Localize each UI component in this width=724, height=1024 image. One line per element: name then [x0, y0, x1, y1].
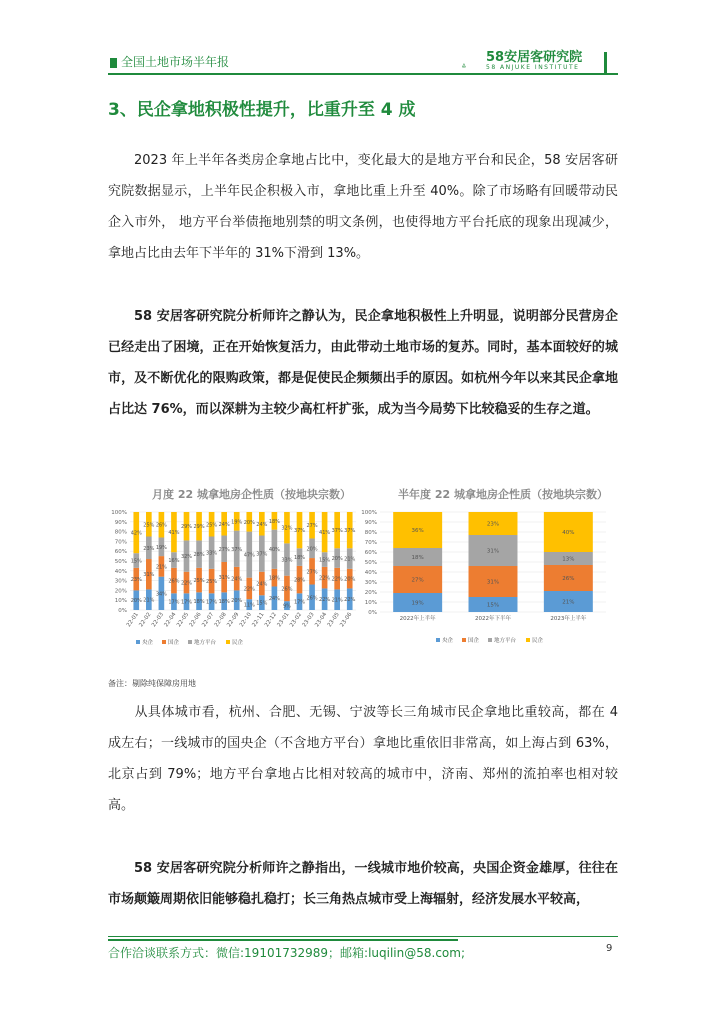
paragraph-2-text: 58 安居客研究院分析师许之静认为，民企拿地积极性上升明显，说明部分民营房企已经走出了困境，正在开始恢复活力，由此带动土地市场的复苏。同时，基本面较好的城市，及不断优化的限购政策，都是促使民企频频出手的原因。如杭州今年以来其民企拿地占比达 76%，而以深耕为主较少高杠杆扩张，成为当今局势下比较稳妥的生存之道。	[108, 309, 618, 417]
data-label: 18%	[293, 555, 306, 562]
data-label: 29%	[180, 524, 193, 531]
chart-note: 备注：剔除纯保障房用地	[108, 679, 196, 688]
paragraph-1	[108, 145, 618, 269]
x-tick-label: 22-05	[176, 611, 191, 629]
doc-title: 全国土地市场半年报	[121, 55, 230, 69]
data-label: 15%	[256, 600, 268, 607]
data-label: 23%	[130, 577, 142, 584]
data-label: 26%	[281, 586, 293, 593]
data-label: 21%	[155, 564, 167, 571]
data-label: 40%	[268, 547, 280, 554]
legend-swatch	[436, 638, 440, 642]
data-label: 20%	[344, 576, 356, 583]
data-label: 17%	[168, 599, 180, 606]
data-label: 25%	[193, 578, 205, 585]
data-label: 18%	[193, 599, 205, 606]
legend-swatch	[526, 638, 530, 642]
y-tick-label: 40%	[364, 570, 377, 576]
data-label: 18%	[218, 599, 230, 606]
data-label: 41%	[168, 530, 180, 537]
data-label: 27%	[411, 577, 424, 584]
footer-contact: 合作洽谈联系方式：微信:19101732989；邮箱:luqilin@58.com;	[108, 946, 465, 960]
data-label: 33%	[281, 557, 293, 564]
legend-label: 国企	[168, 640, 180, 646]
halfyear-stacked-bar-chart	[356, 502, 612, 662]
x-tick-label: 2023年上半年	[550, 616, 587, 622]
x-tick-label: 22-06	[188, 611, 203, 629]
data-label: 22%	[319, 597, 331, 604]
brand-logo-icon	[462, 48, 486, 82]
x-tick-label: 22-02	[138, 611, 153, 629]
footer-rule	[108, 936, 618, 937]
data-label: 25%	[206, 579, 218, 586]
paragraph-1-text: 2023 年上半年各类房企拿地占比中，变化最大的是地方平台和民企，58 安居客研究院数据显示，上半年民企积极入市，拿地比重上升至 40%。除了市场略有回暖带动民企入市外， 地方平台举债拖地别禁的明文条例，也使得地方平台托底的现象出现减少，拿地占比由去年下半年的 31%下滑到 13%。	[108, 153, 618, 261]
y-tick-label: 10%	[114, 598, 127, 605]
data-label: 33%	[206, 550, 218, 557]
x-tick-label: 23-05	[326, 611, 341, 629]
data-label: 17%	[206, 599, 218, 606]
data-label: 22%	[180, 580, 193, 587]
data-label: 15%	[486, 602, 500, 609]
data-label: 24%	[218, 521, 230, 528]
legend-swatch	[226, 640, 230, 644]
paragraph-2	[108, 301, 618, 425]
brand-name: 58安居客研究院	[486, 50, 583, 65]
data-label: 22%	[344, 597, 356, 604]
legend-label: 民企	[232, 640, 244, 646]
chart-1-title: 月度 22 城拿地房企性质（按地块宗数）	[152, 488, 351, 501]
data-label: 31%	[486, 579, 500, 586]
data-label: 17%	[293, 599, 306, 606]
data-label: 47%	[243, 552, 255, 559]
x-tick-label: 22-09	[226, 611, 241, 629]
x-tick-label: 22-03	[150, 611, 166, 629]
legend-swatch	[188, 640, 192, 644]
y-tick-label: 60%	[114, 549, 127, 556]
x-tick-label: 2022年上半年	[399, 616, 436, 622]
data-label: 23%	[486, 521, 500, 528]
y-tick-label: 0%	[118, 608, 127, 614]
data-label: 20%	[231, 598, 243, 605]
legend-swatch	[488, 638, 492, 642]
x-tick-label: 22-12	[263, 611, 279, 629]
footer-rule-thick	[108, 939, 458, 941]
data-label: 25%	[143, 522, 155, 529]
chart-2-title: 半年度 22 城拿地房企性质（按地块宗数）	[398, 488, 608, 501]
y-tick-label: 70%	[114, 539, 127, 546]
x-tick-label: 2022年下半年	[475, 616, 511, 622]
x-tick-label: 23-06	[339, 611, 354, 629]
data-label: 37%	[231, 546, 243, 553]
data-label: 18%	[268, 575, 280, 582]
data-label: 27%	[218, 546, 230, 553]
y-tick-label: 80%	[114, 529, 127, 536]
brand-subtitle: 58 ANJUKE INSTITUTE	[486, 64, 580, 71]
data-label: 32%	[281, 525, 293, 532]
data-label: 26%	[168, 578, 180, 585]
data-label: 20%	[130, 598, 142, 605]
data-label: 24%	[268, 596, 280, 603]
y-tick-label: 90%	[114, 519, 127, 526]
data-label: 24%	[256, 581, 268, 588]
data-label: 24%	[231, 576, 243, 583]
data-label: 21%	[344, 556, 356, 563]
y-tick-label: 60%	[364, 550, 377, 556]
x-tick-label: 22-07	[201, 611, 216, 629]
data-label: 16%	[168, 558, 180, 565]
data-label: 19%	[155, 544, 167, 551]
paragraph-3-text: 从具体城市看，杭州、合肥、无锡、宁波等长三角城市民企拿地比重较高，都在 4 成左右；一线城市的国央企（不含地方平台）拿地比重依旧非常高，如上海占到 63%，北京占到 79%；地方平台拿地占比相对较高的城市中，济南、郑州的流拍率也相对较高。	[108, 705, 618, 813]
data-label: 21%	[331, 597, 343, 604]
data-label: 41%	[319, 530, 331, 537]
data-label: 32%	[180, 554, 193, 561]
data-label: 22%	[319, 575, 331, 582]
data-label: 21%	[143, 597, 155, 604]
data-label: 26%	[155, 522, 167, 529]
x-tick-label: 23-01	[276, 611, 291, 629]
paragraph-3	[108, 697, 618, 821]
data-label: 27%	[306, 523, 318, 530]
y-tick-label: 100%	[111, 510, 127, 516]
data-label: 37%	[293, 528, 306, 535]
legend-label: 国企	[468, 638, 480, 644]
data-label: 40%	[562, 530, 575, 536]
data-label: 15%	[130, 558, 142, 565]
x-tick-label: 22-01	[125, 611, 140, 629]
data-label: 19%	[411, 600, 424, 607]
data-label: 42%	[130, 530, 142, 537]
x-tick-label: 23-02	[289, 611, 304, 629]
y-tick-label: 90%	[364, 520, 377, 526]
y-tick-label: 20%	[114, 588, 127, 595]
data-label: 23%	[143, 545, 155, 552]
section-title: 3、民企拿地积极性提升，比重升至 4 成	[108, 100, 416, 120]
data-label: 17%	[180, 599, 193, 606]
y-tick-label: 100%	[361, 510, 377, 516]
data-label: 20%	[243, 519, 255, 526]
data-label: 37%	[331, 528, 343, 535]
legend-swatch	[162, 640, 166, 644]
data-label: 37%	[344, 528, 356, 535]
legend-swatch	[136, 640, 140, 644]
paragraph-4-text: 58 安居客研究院分析师许之静指出，一线城市地价较高，央国企资金雄厚，往往在市场颠簸周期依旧能够稳扎稳打；长三角热点城市受上海辐射，经济发展水平较高，	[108, 861, 618, 907]
data-label: 15%	[319, 557, 331, 564]
data-label: 18%	[411, 555, 424, 561]
y-tick-label: 80%	[364, 530, 377, 536]
y-tick-label: 0%	[368, 610, 377, 616]
y-tick-label: 70%	[364, 540, 377, 546]
x-tick-label: 22-10	[238, 611, 253, 629]
data-label: 28%	[293, 577, 306, 584]
y-tick-label: 30%	[364, 580, 377, 586]
data-label: 9%	[282, 603, 291, 610]
x-tick-label: 22-11	[251, 611, 266, 629]
data-label: 18%	[268, 518, 280, 525]
paragraph-4	[108, 853, 618, 915]
data-label: 28%	[193, 552, 205, 559]
y-tick-label: 20%	[364, 590, 377, 596]
legend-swatch	[462, 638, 466, 642]
data-label: 26%	[562, 576, 575, 582]
x-tick-label: 23-03	[301, 611, 316, 629]
y-tick-label: 50%	[114, 559, 127, 565]
data-label: 21%	[562, 599, 575, 606]
data-label: 24%	[256, 521, 268, 528]
data-label: 11%	[243, 602, 255, 609]
data-label: 31%	[486, 548, 500, 555]
brand-bar	[604, 52, 607, 74]
data-label: 13%	[562, 556, 575, 563]
y-tick-label: 40%	[114, 568, 127, 575]
y-tick-label: 50%	[364, 560, 377, 566]
legend-label: 央企	[442, 638, 454, 644]
data-label: 26%	[306, 595, 318, 602]
x-tick-label: 22-08	[213, 611, 228, 629]
data-label: 27%	[306, 569, 318, 576]
x-tick-label: 22-04	[163, 611, 178, 629]
y-tick-label: 10%	[364, 600, 377, 606]
data-label: 22%	[331, 576, 343, 583]
data-label: 37%	[256, 551, 268, 558]
data-label: 19%	[231, 519, 243, 526]
data-label: 29%	[193, 524, 205, 531]
legend-label: 央企	[142, 640, 154, 646]
header-rule	[108, 73, 618, 75]
y-tick-label: 30%	[114, 578, 127, 585]
legend-label: 民企	[532, 638, 544, 644]
data-label: 20%	[331, 556, 343, 563]
data-label: 20%	[306, 546, 318, 553]
data-label: 22%	[243, 586, 255, 593]
header-marker	[110, 58, 117, 68]
page-number: 9	[606, 943, 613, 954]
legend-label: 地方平台	[194, 640, 217, 646]
legend-label: 地方平台	[494, 638, 517, 644]
data-label: 36%	[411, 528, 424, 534]
data-label: 25%	[206, 522, 218, 529]
data-label: 31%	[218, 575, 230, 582]
data-label: 31%	[143, 572, 155, 579]
x-tick-label: 23-04	[314, 611, 329, 629]
monthly-stacked-bar-chart	[106, 502, 360, 662]
data-label: 34%	[155, 591, 167, 598]
